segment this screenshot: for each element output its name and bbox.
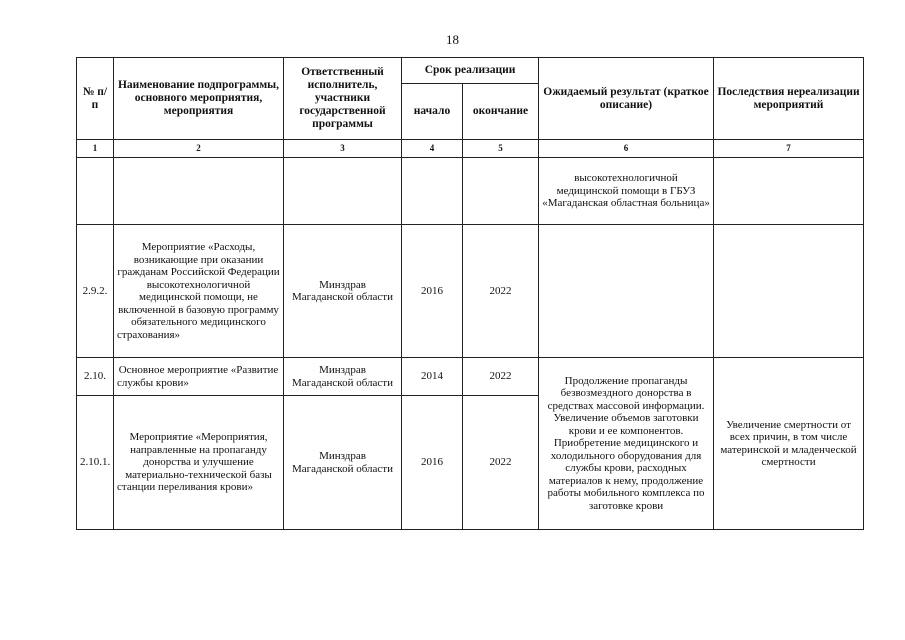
row-result-merged: Продолжение пропаганды безвозмездного донорства в средствах массовой информации. Увеличение объемов заготовки крови и ее компонентов. Приобретение медицинского и холодильного оборудования для службы крови, расходных материалов к нему, продолжение работы мобильного комплекса по заготовке крови xyxy=(539,358,714,530)
row-num: 2.10.1. xyxy=(77,396,114,530)
row-executor xyxy=(284,158,402,225)
row-start xyxy=(402,158,463,225)
row-executor: Минздрав Магаданской области xyxy=(284,225,402,358)
column-number: 4 xyxy=(402,140,463,158)
header-period: Срок реализации xyxy=(402,58,539,84)
row-end: 2022 xyxy=(463,225,539,358)
table-row xyxy=(77,358,864,396)
header-start: начало xyxy=(402,84,463,140)
column-number: 3 xyxy=(284,140,402,158)
column-number: 5 xyxy=(463,140,539,158)
row-start: 2016 xyxy=(402,396,463,530)
row-name: Мероприятие «Мероприятия, направленные на пропаганду донорства и улучшение материально-технической базы станции переливания крови» xyxy=(114,396,284,530)
row-executor: Минздрав Магаданской области xyxy=(284,358,402,396)
row-name: Мероприятие «Расходы, возникающие при оказании гражданам Российской Федерации высокотехнологичной медицинской помощи, не включенной в базовую программу обязательного медицинского страхования» xyxy=(114,225,284,358)
row-end: 2022 xyxy=(463,396,539,530)
column-number: 6 xyxy=(539,140,714,158)
column-numbers-row xyxy=(77,140,864,158)
row-name xyxy=(114,158,284,225)
row-executor: Минздрав Магаданской области xyxy=(284,396,402,530)
row-consequences-merged: Увеличение смертности от всех причин, в том числе материнской и младенческой смертности xyxy=(714,358,864,530)
header-end: окончание xyxy=(463,84,539,140)
header-consequences: Последствия нереализации мероприятий xyxy=(714,58,864,140)
row-result xyxy=(539,225,714,358)
column-number: 2 xyxy=(114,140,284,158)
page-number: 18 xyxy=(446,32,459,47)
row-num: 2.10. xyxy=(77,358,114,396)
row-start: 2014 xyxy=(402,358,463,396)
header-executor: Ответственный исполнитель, участники государственной программы xyxy=(284,58,402,140)
column-number: 1 xyxy=(77,140,114,158)
table-row xyxy=(77,158,864,225)
header-name: Наименование подпрограммы, основного мероприятия, мероприятия xyxy=(114,58,284,140)
table-row xyxy=(77,225,864,358)
header-num: № п/п xyxy=(77,58,114,140)
row-num: 2.9.2. xyxy=(77,225,114,358)
row-end: 2022 xyxy=(463,358,539,396)
row-start: 2016 xyxy=(402,225,463,358)
row-consequences xyxy=(714,158,864,225)
row-result: высокотехнологичной медицинской помощи в ГБУЗ «Магаданская областная больница» xyxy=(539,158,714,225)
row-num xyxy=(77,158,114,225)
row-name: Основное мероприятие «Развитие службы крови» xyxy=(114,358,284,396)
column-number: 7 xyxy=(714,140,864,158)
header-result: Ожидаемый результат (краткое описание) xyxy=(539,58,714,140)
row-consequences xyxy=(714,225,864,358)
program-table xyxy=(76,57,864,530)
row-end xyxy=(463,158,539,225)
